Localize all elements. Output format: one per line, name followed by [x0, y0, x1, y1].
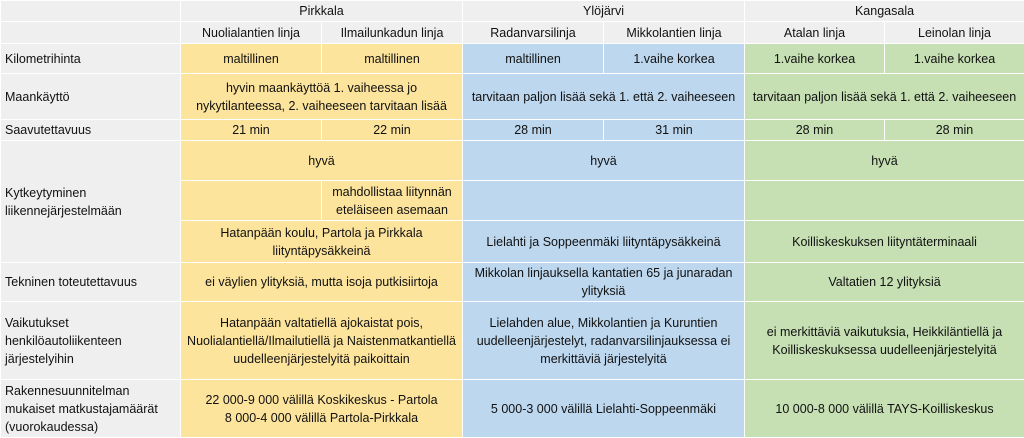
- table-cell: [181, 181, 322, 221]
- table-cell: Lielahden alue, Mikkolantien ja Kuruntien uudelleenjärjestelyt, radanvarsilinjauksessa ei merkittäviä järjestelyitä: [463, 302, 745, 380]
- table-cell: [463, 181, 745, 221]
- corner-cell: [1, 1, 181, 22]
- table-cell: 1.vaihe korkea: [745, 44, 885, 74]
- line-header: Ilmailunkadun linja: [322, 22, 463, 44]
- row-maankaytto: [1, 74, 1024, 120]
- table-cell: Koilliskeskuksen liityntäterminaali: [745, 221, 1024, 263]
- table-cell: mahdollistaa liitynnän eteläiseen asemaan: [322, 181, 463, 221]
- table-cell: ei merkittäviä vaikutuksia, Heikkiläntiellä ja Koilliskeskuksessa uudelleenjärjestelyitä: [745, 302, 1024, 380]
- table-cell: 28 min: [463, 120, 604, 141]
- line-header-row: [1, 22, 1024, 44]
- table-cell: maltillinen: [463, 44, 604, 74]
- passenger-range: 22 000-9 000 välillä Koskikeskus - Partola: [184, 391, 459, 409]
- region-header-row: [1, 1, 1024, 22]
- row-label: Rakennesuunnitelman mukaiset matkustajamäärät (vuorokaudessa): [1, 380, 181, 438]
- line-header: Atalan linja: [745, 22, 885, 44]
- line-header: Leinolan linja: [885, 22, 1024, 44]
- line-header: Radanvarsilinja: [463, 22, 604, 44]
- row-kilometrihinta: [1, 44, 1024, 74]
- table-cell: Hatanpään koulu, Partola ja Pirkkala liityntäpysäkkeinä: [181, 221, 463, 263]
- table-cell: hyvä: [745, 141, 1024, 181]
- table-cell: maltillinen: [181, 44, 322, 74]
- table-cell: maltillinen: [322, 44, 463, 74]
- table-cell: 31 min: [604, 120, 745, 141]
- table-cell: 21 min: [181, 120, 322, 141]
- row-matkustajamaarat: [1, 380, 1024, 438]
- line-header: Nuolialantien linja: [181, 22, 322, 44]
- corner-cell: [1, 22, 181, 44]
- table-cell: [745, 181, 1024, 221]
- row-label: Tekninen toteutettavuus: [1, 263, 181, 302]
- table-cell: Lielahti ja Soppeenmäki liityntäpysäkkeinä: [463, 221, 745, 263]
- region-ylojarvi: Ylöjärvi: [463, 1, 745, 22]
- table-cell: ei väylien ylityksiä, mutta isoja putkisiirtoja: [181, 263, 463, 302]
- row-label: Kilometrihinta: [1, 44, 181, 74]
- row-kytkeytyminen: [1, 141, 1024, 181]
- line-header: Mikkolantien linja: [604, 22, 745, 44]
- table-cell: tarvitaan paljon lisää sekä 1. että 2. vaiheeseen: [463, 74, 745, 120]
- table-cell: Hatanpään valtatiellä ajokaistat pois, Nuolialantiellä/Ilmailutiellä ja Naistenmatkantiellä uudelleenjärjestelyitä paikoittain: [181, 302, 463, 380]
- row-label: Kytkeytyminen liikennejärjestelmään: [1, 141, 181, 263]
- row-saavutettavuus: [1, 120, 1024, 141]
- table-cell: 22 min: [322, 120, 463, 141]
- row-tekninen: [1, 263, 1024, 302]
- table-cell: 10 000-8 000 välillä TAYS-Koilliskeskus: [745, 380, 1024, 438]
- table-cell: 28 min: [885, 120, 1024, 141]
- passenger-range: 8 000-4 000 välillä Partola-Pirkkala: [184, 409, 459, 427]
- row-label: Maankäyttö: [1, 74, 181, 120]
- table-cell: hyvä: [463, 141, 745, 181]
- table-cell: tarvitaan paljon lisää sekä 1. että 2. vaiheeseen: [745, 74, 1024, 120]
- table-cell: 5 000-3 000 välillä Lielahti-Soppeenmäki: [463, 380, 745, 438]
- table-cell: hyvin maankäyttöä 1. vaiheessa jo nykytilanteessa, 2. vaiheeseen tarvitaan lisää: [181, 74, 463, 120]
- table-cell: 28 min: [745, 120, 885, 141]
- row-label: Vaikutukset henkilöautoliikenteen järjestelyihin: [1, 302, 181, 380]
- row-label: Saavutettavuus: [1, 120, 181, 141]
- table-cell: hyvä: [181, 141, 463, 181]
- region-pirkkala: Pirkkala: [181, 1, 463, 22]
- region-kangasala: Kangasala: [745, 1, 1024, 22]
- row-vaikutukset: [1, 302, 1024, 380]
- table-cell: [181, 380, 463, 438]
- table-cell: 1.vaihe korkea: [604, 44, 745, 74]
- table-cell: Valtatien 12 ylityksiä: [745, 263, 1024, 302]
- table-cell: 1.vaihe korkea: [885, 44, 1024, 74]
- table-cell: Mikkolan linjauksella kantatien 65 ja junaradan ylityksiä: [463, 263, 745, 302]
